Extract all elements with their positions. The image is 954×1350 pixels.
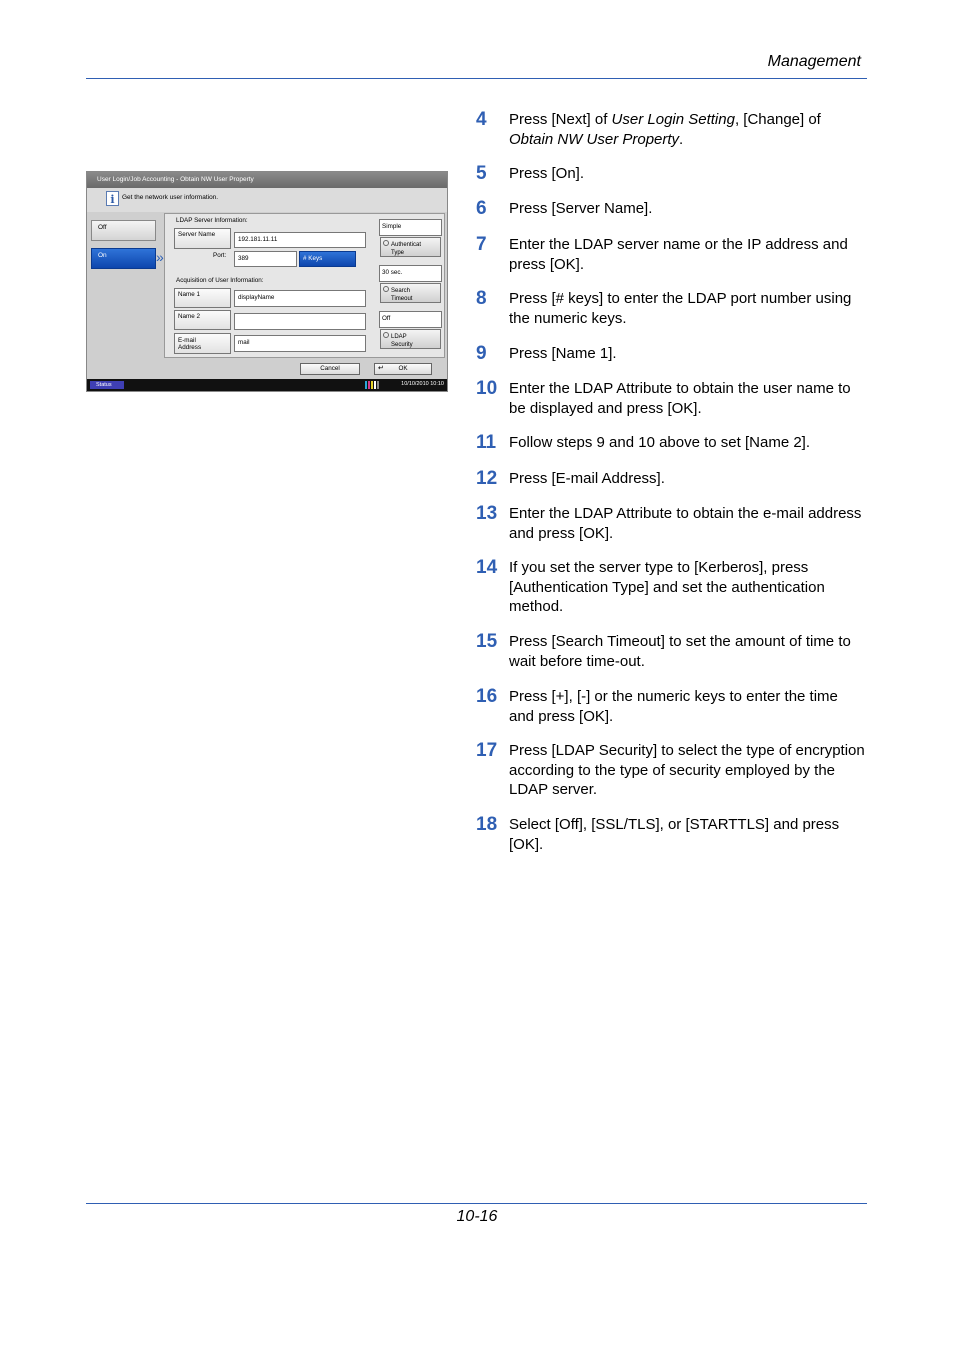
step-number: 16	[476, 686, 498, 707]
step-text-part: Press [Next] of	[509, 111, 612, 128]
security-value: Off	[379, 311, 442, 328]
name2-button[interactable]: Name 2	[174, 310, 231, 330]
cancel-button[interactable]: Cancel	[300, 363, 360, 375]
step-text-part: Press [Name 1].	[509, 345, 617, 362]
step-text	[509, 379, 867, 418]
name2-field[interactable]	[234, 313, 366, 330]
footer-rule	[86, 1203, 867, 1204]
step-text	[509, 433, 867, 453]
info-icon: i	[106, 191, 119, 206]
search-timeout-button[interactable]	[380, 283, 441, 303]
step-number: 9	[476, 343, 487, 364]
step-text-part: Press [+], [-] or the numeric keys to enter the time and press [OK].	[509, 688, 838, 725]
step-number: 15	[476, 631, 498, 652]
ok-label: OK	[398, 365, 408, 372]
step-text-part: Obtain NW User Property	[509, 130, 680, 148]
server-name-button[interactable]: Server Name	[174, 228, 231, 249]
step-number: 10	[476, 378, 498, 399]
step-text	[509, 289, 867, 328]
step-text-part: , [Change] of	[734, 111, 821, 128]
auth-type-button[interactable]	[380, 237, 441, 257]
radio-dot-icon	[383, 286, 389, 292]
step-text-part: Press [E-mail Address].	[509, 470, 665, 487]
off-button[interactable]: Off	[91, 220, 156, 241]
step-text-part: User Login Setting	[611, 111, 735, 128]
auth-type-label-1: Authenticat	[391, 242, 422, 248]
step-text-part: .	[679, 130, 684, 148]
chevron-right-icon: »	[156, 249, 164, 265]
step-number: 7	[476, 234, 487, 255]
step-text-part: Press [Server Name].	[509, 200, 653, 217]
step-text-part: Press [# keys] to enter the LDAP port number using the numeric keys.	[509, 290, 852, 327]
status-bar	[87, 379, 447, 391]
step-text	[509, 632, 867, 671]
settings-area	[164, 213, 445, 358]
status-datetime: 10/10/2010 10:10	[401, 381, 444, 387]
email-label-line2: Address	[178, 344, 202, 351]
timeout-value: 30 sec.	[379, 265, 442, 282]
page-number: 10-16	[456, 1208, 498, 1225]
email-field[interactable]: mail	[234, 335, 366, 352]
enter-icon: ↵	[378, 365, 384, 372]
security-label-2: Security	[391, 341, 413, 348]
security-label-1: LDAP	[391, 334, 407, 340]
panel-info-bar	[87, 188, 447, 212]
on-button[interactable]: On	[91, 248, 156, 269]
ldap-security-button[interactable]	[380, 329, 441, 349]
step-number: 5	[476, 163, 487, 184]
radio-dot-icon	[383, 240, 389, 246]
step-text	[509, 110, 867, 149]
step-text	[509, 344, 867, 364]
step-text	[509, 741, 867, 800]
panel-info-text: Get the network user information.	[122, 194, 219, 201]
radio-dot-icon	[383, 332, 389, 338]
step-number: 6	[476, 198, 487, 219]
email-label-line1: E-mail	[178, 337, 196, 344]
step-text	[509, 687, 867, 726]
step-text-part: Select [Off], [SSL/TLS], or [STARTTLS] and press [OK].	[509, 816, 840, 853]
auth-type-label-2: Type	[391, 249, 405, 256]
server-name-field[interactable]: 192.181.11.11	[234, 232, 366, 248]
toner-icon	[365, 381, 379, 389]
step-text	[509, 235, 867, 274]
step-text	[509, 469, 867, 489]
step-text-part: Press [On].	[509, 165, 585, 182]
step-text-part: Enter the LDAP Attribute to obtain the e-mail address and press [OK].	[509, 505, 862, 542]
device-panel	[86, 171, 448, 392]
email-address-button[interactable]	[174, 333, 231, 354]
auth-type-value: Simple	[379, 219, 442, 236]
port-field[interactable]: 389	[234, 251, 297, 267]
timeout-label-1: Search	[391, 288, 411, 294]
step-number: 8	[476, 288, 487, 309]
ldap-heading: LDAP Server Information:	[176, 217, 248, 224]
step-number: 12	[476, 468, 498, 489]
status-button[interactable]: Status	[90, 381, 124, 389]
keys-button[interactable]: # Keys	[299, 251, 356, 267]
step-number: 11	[476, 432, 497, 453]
step-text	[509, 164, 867, 184]
ok-button[interactable]	[374, 363, 432, 375]
step-text-part: Enter the LDAP Attribute to obtain the user name to be displayed and press [OK].	[509, 380, 851, 417]
step-number: 14	[476, 557, 498, 578]
step-number: 17	[476, 740, 498, 761]
step-text-part: If you set the server type to [Kerberos], press [Authentication Type] and set the authentication method.	[509, 559, 825, 615]
step-text	[509, 558, 867, 617]
panel-title: User Login/Job Accounting - Obtain NW User Property	[87, 172, 447, 188]
step-number: 4	[476, 109, 487, 130]
timeout-label-2: Timeout	[391, 295, 413, 302]
step-text-part: Enter the LDAP server name or the IP address and press [OK].	[509, 236, 848, 273]
step-text-part: Follow steps 9 and 10 above to set [Name 2].	[509, 434, 811, 451]
port-label: Port:	[213, 252, 227, 259]
step-text	[509, 199, 867, 219]
step-text	[509, 504, 867, 543]
name1-field[interactable]: displayName	[234, 290, 366, 307]
step-text	[509, 815, 867, 854]
header-title: Management	[767, 53, 861, 70]
step-text-part: Press [Search Timeout] to set the amount of time to wait before time-out.	[509, 633, 851, 670]
step-text-part: Press [LDAP Security] to select the type of encryption according to the type of security employed by the LDAP server.	[509, 742, 865, 798]
step-number: 18	[476, 814, 498, 835]
name1-button[interactable]: Name 1	[174, 288, 231, 308]
step-number: 13	[476, 503, 498, 524]
acquisition-heading: Acquisition of User Information:	[176, 277, 264, 284]
header-rule	[86, 78, 867, 79]
